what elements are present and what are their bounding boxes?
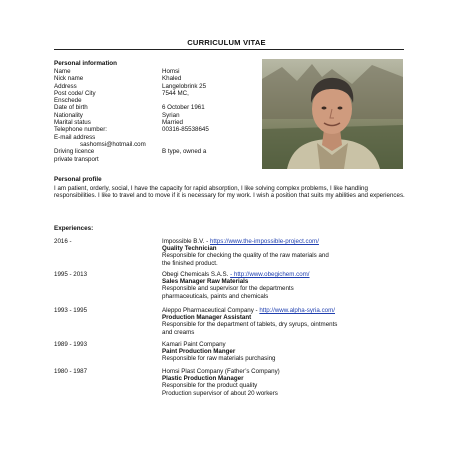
- personal-info-block: [54, 68, 254, 163]
- experience-role: Plastic Production Manager: [162, 375, 244, 383]
- info-label: Telephone number:: [54, 126, 107, 134]
- info-row: [54, 104, 254, 111]
- info-value: 6 October 1961: [162, 104, 205, 112]
- info-row: [54, 112, 254, 119]
- info-value: [162, 134, 254, 141]
- experience-desc: Responsible for checking the quality of the raw materials and: [162, 252, 329, 260]
- licence-value: B type, owned a: [162, 148, 207, 156]
- info-row: [54, 97, 254, 104]
- experience-years: 2016 -: [54, 238, 72, 245]
- experience-company-line: [162, 271, 406, 278]
- experience-company: Kamari Paint Company: [162, 341, 226, 348]
- info-row: [54, 126, 254, 133]
- experience-link[interactable]: http://www.alpha-syria.com/: [259, 307, 335, 314]
- experience-role: Sales Manager Raw Materials: [162, 278, 249, 286]
- portrait-photo: [262, 59, 403, 169]
- experience-desc: pharmaceuticals, paints and chemicals: [162, 292, 269, 300]
- title-rule: [54, 49, 404, 50]
- experience-years: 1995 - 2013: [54, 271, 88, 278]
- info-value: 7544 MC,: [162, 89, 189, 97]
- info-row: [54, 83, 254, 90]
- document-title: CURRICULUM VITAE: [187, 38, 266, 47]
- experience-desc: and creams: [162, 328, 195, 336]
- experience-company: Aleppo Pharmaceutical Company -: [162, 307, 260, 314]
- experience-link[interactable]: https://www.the-impossible-project.com/: [209, 238, 319, 245]
- licence-continued: private transport: [54, 155, 99, 163]
- experience-desc: the finished product.: [162, 259, 218, 267]
- experience-body: [162, 271, 406, 300]
- portrait-illustration: [262, 59, 403, 169]
- info-value: Married: [162, 119, 183, 127]
- experience-years: 1980 - 1987: [54, 368, 88, 375]
- experience-company: Homsi Plast Company (Father’s Company): [162, 368, 280, 375]
- info-label: Name: [54, 68, 71, 75]
- experiences-heading: Experiences:: [54, 225, 94, 232]
- info-value: Homsi: [162, 68, 180, 75]
- experience-desc: Production supervisor of about 20 workers: [162, 389, 278, 397]
- info-label: Post code/ City: [54, 89, 96, 97]
- licence-label: Driving licence: [54, 148, 95, 156]
- info-value: Langelobrink 25: [162, 82, 207, 90]
- experience-role: Paint Production Manger: [162, 348, 236, 356]
- profile-text-block: [54, 185, 406, 199]
- info-value: Syrian: [162, 111, 180, 119]
- experience-company: Obegi Chemicals S.A.S.: [162, 271, 231, 278]
- experience-company-line: [162, 238, 406, 245]
- experience-role: Production Manager Assistant: [162, 314, 252, 322]
- info-label: Nationality: [54, 111, 83, 119]
- experience-years: 1989 - 1993: [54, 341, 88, 348]
- info-label: Address: [54, 82, 77, 90]
- experience-body: [162, 238, 406, 267]
- info-value: 00316-85538645: [162, 126, 209, 134]
- experience-company: Impossible B.V. -: [162, 238, 210, 245]
- profile-heading: Personal profile: [54, 176, 102, 183]
- info-label: Enschede: [54, 97, 82, 105]
- experience-role: Quality Technician: [162, 245, 217, 253]
- info-label: Date of birth: [54, 104, 88, 112]
- experience-body: [162, 368, 406, 397]
- info-row: [54, 134, 254, 141]
- info-row: [54, 75, 254, 82]
- info-label: Marital status: [54, 119, 91, 127]
- info-row: [54, 148, 254, 155]
- experience-desc: Responsible for raw materials purchasing: [162, 355, 276, 363]
- info-value: [162, 97, 254, 104]
- experience-desc: Responsible for the product quality: [162, 382, 258, 390]
- experience-company-line: [162, 307, 406, 314]
- profile-text: I am patient, orderly, social, I have the capacity for rapid absorption, I like solving complex problems, I like handling responsibilities. I like to travel and to move if it is necessary for my work. I wish a position that suits my abilities and experiences.: [54, 185, 405, 200]
- personal-info-heading: Personal information: [54, 60, 117, 67]
- experience-link[interactable]: - http://www.obegichem.com/: [230, 271, 310, 278]
- experience-body: [162, 307, 406, 336]
- email-value[interactable]: sashomsi@hotmail.com: [80, 140, 146, 148]
- info-row: [54, 90, 254, 97]
- experience-body: [162, 341, 406, 363]
- info-row: [54, 68, 254, 75]
- info-value: Khaled: [162, 75, 182, 83]
- experience-desc: Responsible for the department of tablets, dry syrups, ointments: [162, 321, 338, 329]
- info-row: [54, 119, 254, 126]
- info-label: Nick name: [54, 75, 84, 83]
- info-label: E-mail address: [54, 133, 96, 141]
- experience-desc: Responsible and supervisor for the departments: [162, 285, 294, 293]
- experience-years: 1993 - 1995: [54, 307, 88, 314]
